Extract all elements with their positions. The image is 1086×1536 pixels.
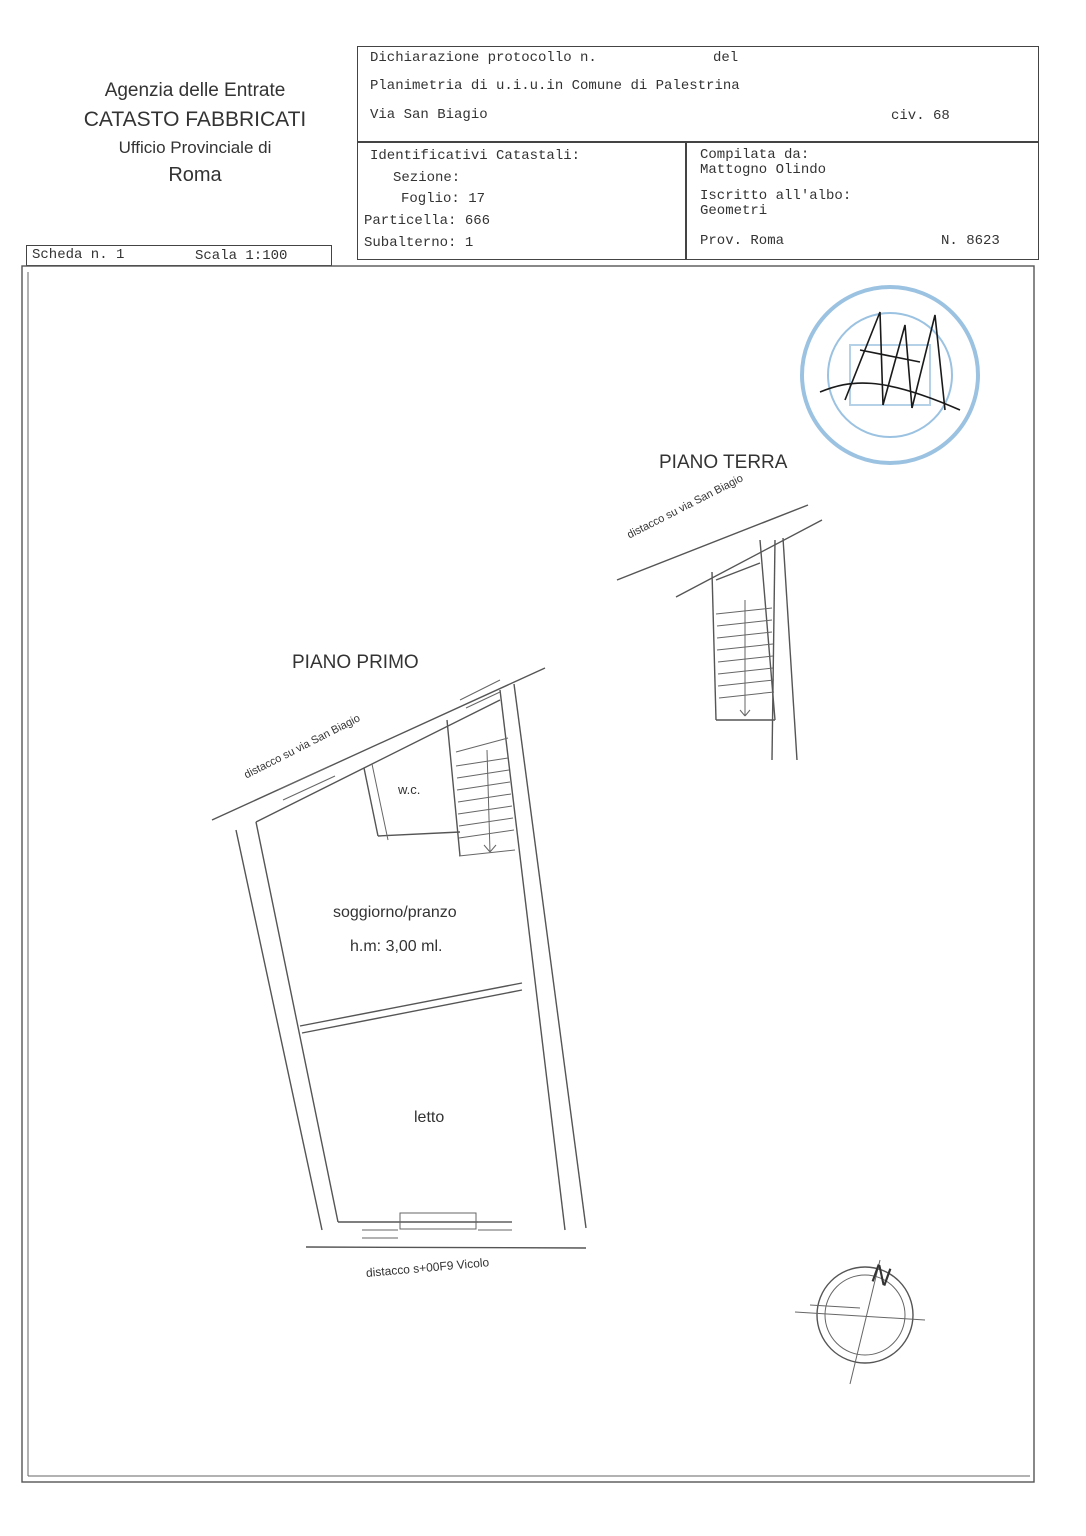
subalterno-label: Subalterno: 1 <box>364 235 474 251</box>
terra-stairs <box>716 600 774 716</box>
address-label: Via San Biagio <box>370 107 488 123</box>
soggiorno-room-label: soggiorno/pranzo <box>333 904 457 921</box>
protocol-label: Dichiarazione protocollo n. <box>370 50 597 66</box>
compilata-label: Compilata da: <box>700 147 810 163</box>
agency-name: Agenzia delle Entrate <box>104 80 286 101</box>
del-label: del <box>713 50 739 66</box>
province-label: Prov. Roma <box>700 233 785 249</box>
piano-primo-plan <box>212 668 586 1248</box>
drawing-frame <box>22 266 1034 1482</box>
distacco-terra-label: distacco su via San Biagio <box>625 472 746 542</box>
north-arrow-icon <box>795 1257 925 1384</box>
distacco-vicolo-label: distacco s+00F9 Vicolo <box>365 1255 490 1280</box>
planimetria-label: Planimetria di u.i.u.in Comune di Palestrina <box>370 78 740 94</box>
scheda-number: Scheda n. 1 <box>32 247 125 263</box>
signature <box>820 312 960 410</box>
distacco-primo-label: distacco su via San Biagio <box>242 712 363 782</box>
office-label: Ufficio Provinciale di <box>118 138 272 157</box>
sezione-label: Sezione: <box>393 170 461 186</box>
office-city: Roma <box>168 164 222 186</box>
letto-room-label: letto <box>414 1109 445 1126</box>
room-height-label: h.m: 3,00 ml. <box>350 938 443 955</box>
particella-label: Particella: 666 <box>364 213 491 229</box>
civic-number: civ. 68 <box>891 108 950 124</box>
foglio-label: Foglio: 17 <box>401 191 486 207</box>
compiler-name: Mattogno Olindo <box>700 162 827 178</box>
piano-terra-title: PIANO TERRA <box>659 452 788 473</box>
iscritto-label: Iscritto all'albo: <box>700 188 852 204</box>
cadastral-title: Identificativi Catastali: <box>370 148 581 164</box>
primo-stairs <box>456 738 515 856</box>
piano-terra-plan <box>617 505 822 760</box>
scale-label: Scala 1:100 <box>195 248 288 264</box>
registration-number: N. 8623 <box>941 233 1000 249</box>
piano-primo-title: PIANO PRIMO <box>292 652 419 673</box>
professional-stamp <box>802 287 978 463</box>
catasto-title: CATASTO FABBRICATI <box>83 108 307 131</box>
wc-room-label: w.c. <box>398 782 421 797</box>
albo-label: Geometri <box>700 203 768 219</box>
north-label: N <box>867 1257 896 1293</box>
